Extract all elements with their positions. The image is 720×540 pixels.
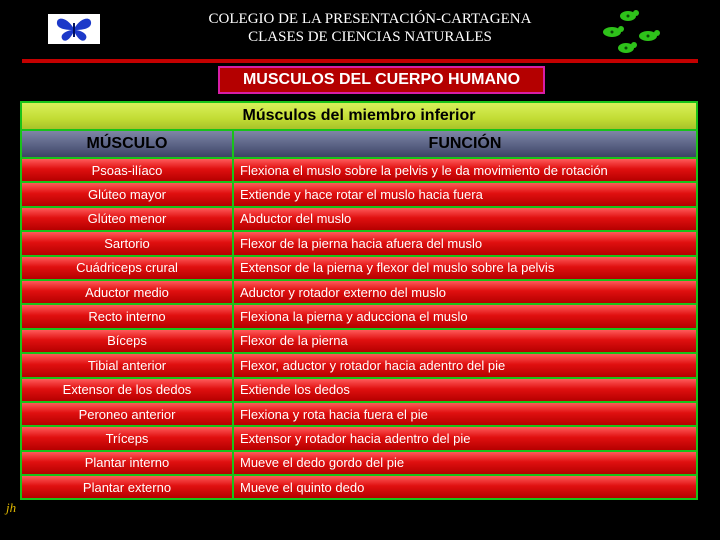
school-name: COLEGIO DE LA PRESENTACIÓN-CARTAGENA [208,11,532,27]
muscle-cell: Psoas-ilíaco [21,158,233,182]
table-row [21,451,697,475]
function-cell: Aductor y rotador externo del muslo [233,280,697,304]
function-cell: Mueve el dedo gordo del pie [233,451,697,475]
table-row [21,378,697,402]
table-row [21,182,697,206]
table-row [21,426,697,450]
butterfly-logo-icon [48,14,100,44]
table-row [21,475,697,499]
function-cell: Extensor de la pierna y flexor del muslo sobre la pelvis [233,256,697,280]
muscle-cell: Bíceps [21,329,233,353]
slide-title: MUSCULOS DEL CUERPO HUMANO [218,66,545,94]
muscle-cell: Plantar externo [21,475,233,499]
column-header-muscle: MÚSCULO [21,130,233,158]
function-cell: Flexiona el muslo sobre la pelvis y le da movimiento de rotación [233,158,697,182]
function-cell: Flexor, aductor y rotador hacia adentro del pie [233,353,697,377]
muscle-cell: Recto interno [21,304,233,328]
table-row [21,280,697,304]
corner-mark: jh [6,500,17,515]
muscle-cell: Glúteo menor [21,207,233,231]
table-row [21,402,697,426]
function-cell: Extiende los dedos [233,378,697,402]
function-cell: Flexor de la pierna [233,329,697,353]
table-row [21,329,697,353]
muscles-table [20,101,698,500]
table-row [21,256,697,280]
muscle-cell: Aductor medio [21,280,233,304]
function-cell: Flexiona la pierna y aducciona el muslo [233,304,697,328]
muscle-cell: Peroneo anterior [21,402,233,426]
function-cell: Mueve el quinto dedo [233,475,697,499]
function-cell: Extensor y rotador hacia adentro del pie [233,426,697,450]
table-row [21,207,697,231]
muscle-cell: Tríceps [21,426,233,450]
muscle-cell: Sartorio [21,231,233,255]
muscle-cell: Glúteo mayor [21,182,233,206]
muscle-cell: Tibial anterior [21,353,233,377]
function-cell: Flexiona y rota hacia fuera el pie [233,402,697,426]
table-row [21,231,697,255]
table-row [21,158,697,182]
column-header-function: FUNCIÓN [233,130,697,158]
muscle-cell: Extensor de los dedos [21,378,233,402]
frogs-icon [598,6,670,58]
muscle-cell: Plantar interno [21,451,233,475]
function-cell: Abductor del muslo [233,207,697,231]
table-row [21,353,697,377]
function-cell: Flexor de la pierna hacia afuera del muslo [233,231,697,255]
muscle-cell: Cuádriceps crural [21,256,233,280]
school-header [150,10,590,46]
class-name: CLASES DE CIENCIAS NATURALES [248,29,492,45]
table-caption: Músculos del miembro inferior [21,102,697,130]
header-divider [22,59,698,63]
table-row [21,304,697,328]
function-cell: Extiende y hace rotar el muslo hacia fuera [233,182,697,206]
